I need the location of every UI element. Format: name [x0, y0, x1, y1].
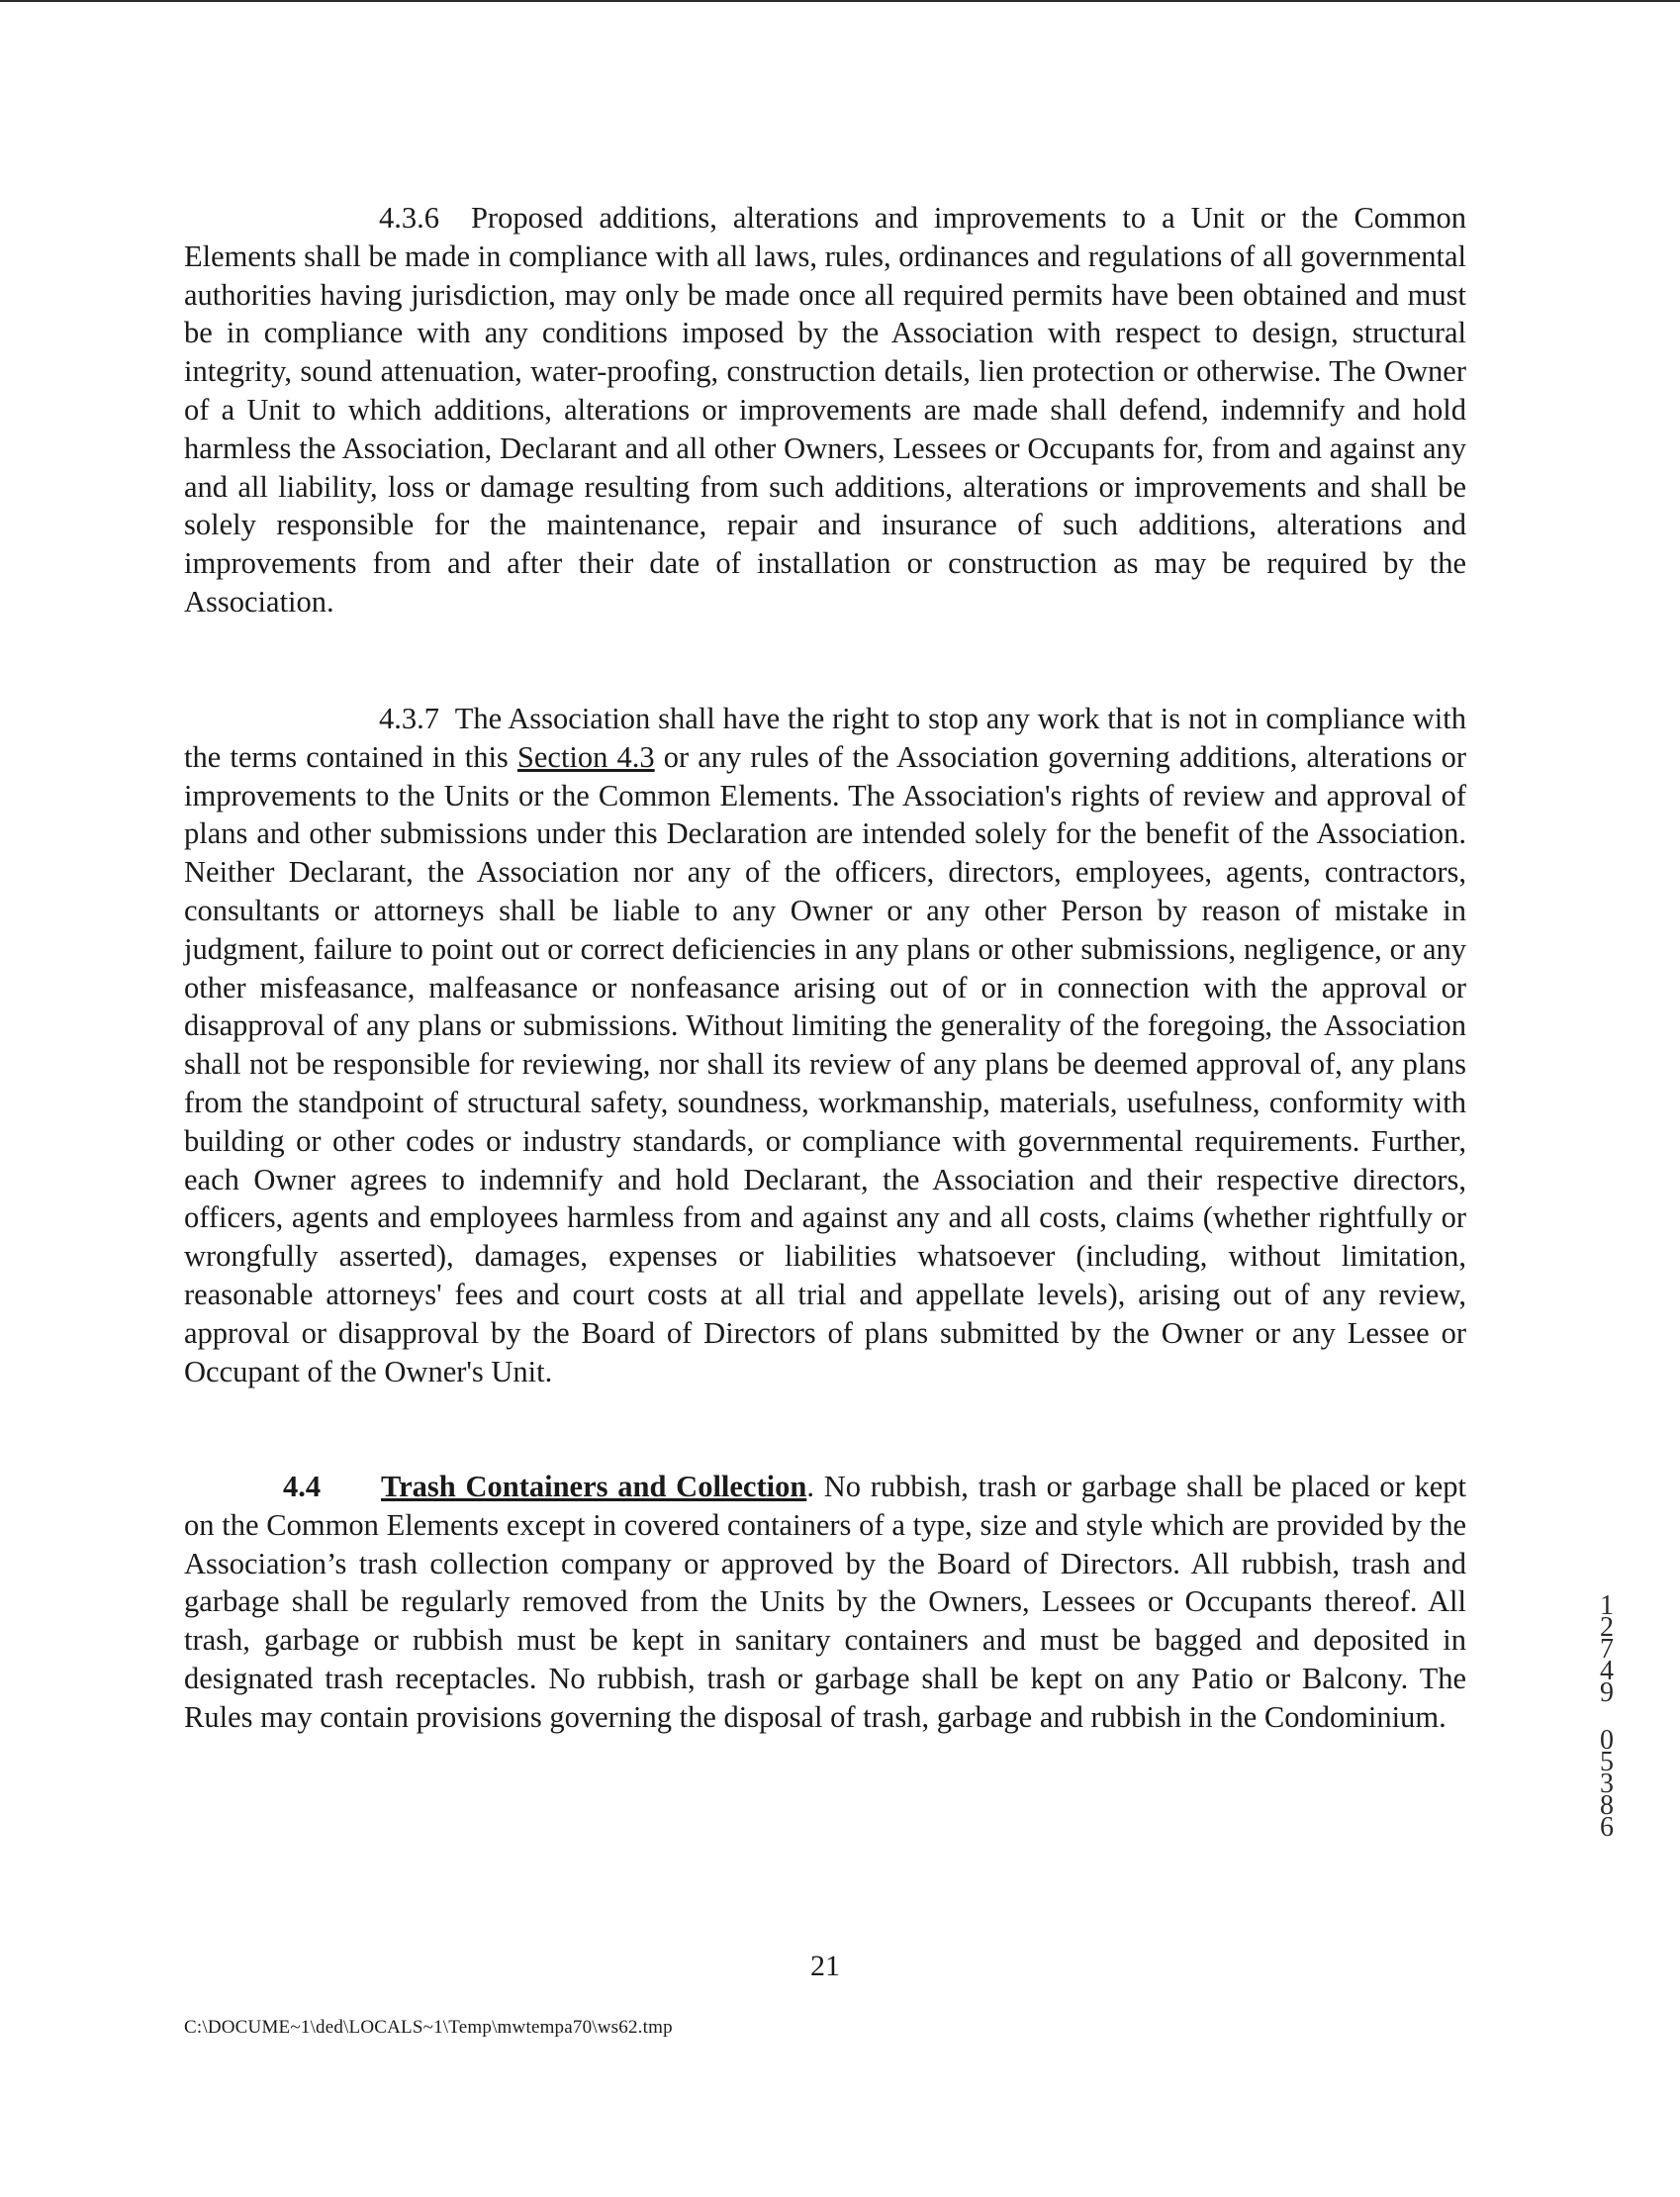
page-number: 21: [810, 1950, 840, 1982]
stamp-digit: 6: [1600, 1812, 1614, 1843]
paragraph-text: Proposed additions, alterations and improvements to a Unit or the Common Elements shall be made in compliance with all laws, rules, ordinances and regulations of all governmental authorities having jurisdiction, may only be made once all required permits have been obtained and must be in compliance with any conditions imposed by the Association with respect to design, structural integrity, sound attenuation, water-proofing, construction details, lien protection or otherwise. The Owner of a Unit to which additions, alterations or improvements are made shall defend, indemnify and hold harmless the Association, Declarant and all other Owners, Lessees or Occupants for, from and against any and all liability, loss or damage resulting from such additions, alterations or improvements and shall be solely responsible for the maintenance, repair and insurance of such additions, alterations and improvements from and after their date of installation or construction as may be required by the Association.: [184, 201, 1467, 619]
section-number: 4.3.7: [379, 702, 439, 735]
stamp-digit: 4: [1600, 1656, 1614, 1686]
paragraph-4-4: [184, 1468, 1466, 1737]
paragraph-4-3-6: [184, 199, 1466, 621]
recording-stamp: [1593, 1590, 1621, 1843]
scan-top-border: [0, 0, 1680, 2]
paragraph-text-after: or any rules of the Association governing additions, alterations or improvements to the Units or the Common Elements. The Association's rights of review and approval of plans and other submissions under this Declaration are intended solely for the benefit of the Association. Neither Declarant, the Association nor any of the officers, directors, employees, agents, contractors, consultants or attorneys shall be liable to any Owner or any other Person by reason of mistake in judgment, failure to point out or correct deficiencies in any plans or other submissions, negligence, or any other misfeasance, malfeasance or nonfeasance arising out of or in connection with the approval or disapproval of any plans or submissions. Without limiting the generality of the foregoing, the Association shall not be responsible for reviewing, nor shall its review of any plans be deemed approval of, any plans from the standpoint of structural safety, soundness, workmanship, materials, usefulness, conformity with building or other codes or industry standards, or compliance with governmental requirements. Further, each Owner agrees to indemnify and hold Declarant, the Association and their respective directors, officers, agents and employees harmless from and against any and all costs, claims (whether rightfully or wrongfully asserted), damages, expenses or liabilities whatsoever (including, without limitation, reasonable attorneys' fees and court costs at all trial and appellate levels), arising out of any review, approval or disapproval by the Board of Directors of plans submitted by the Owner or any Lessee or Occupant of the Owner's Unit.: [184, 739, 1466, 1388]
stamp-digit: 0: [1600, 1725, 1614, 1756]
stamp-digit: 8: [1600, 1790, 1614, 1821]
paragraph-text: . No rubbish, trash or garbage shall be placed or kept on the Common Elements except in covered containers of a type, size and style which are provided by the Association’s trash collection company or approved by the Board of Directors. All rubbish, trash and garbage shall be regularly removed from the Units by the Owners, Lessees or Occupants thereof. All trash, garbage or rubbish must be kept in sanitary containers and must be bagged and deposited in designated trash receptacles. No rubbish, trash or garbage shall be kept on any Patio or Balcony. The Rules may contain provisions governing the disposal of trash, garbage and rubbish in the Condominium.: [184, 1470, 1466, 1734]
paragraph-4-3-7: [184, 700, 1466, 1390]
stamp-digit: 7: [1600, 1634, 1614, 1665]
stamp-digit: 1: [1600, 1590, 1614, 1621]
stamp-digit: 3: [1600, 1768, 1614, 1799]
stamp-digit: 2: [1600, 1612, 1614, 1643]
stamp-digit: 5: [1600, 1747, 1614, 1777]
footer-file-path: C:\DOCUME~1\ded\LOCALS~1\Temp\mwtempa70\ws62.tmp: [184, 2017, 673, 2038]
section-number: 4.3.6: [379, 201, 439, 235]
stamp-digit: 9: [1600, 1677, 1614, 1708]
section-title: Trash Containers and Collection: [381, 1470, 807, 1503]
section-reference: Section 4.3: [516, 739, 655, 774]
section-number: 4.4: [283, 1470, 322, 1503]
paragraph-text-before: The Association shall have the right to stop any work that is not in compliance with the terms contained in this: [184, 702, 1466, 774]
